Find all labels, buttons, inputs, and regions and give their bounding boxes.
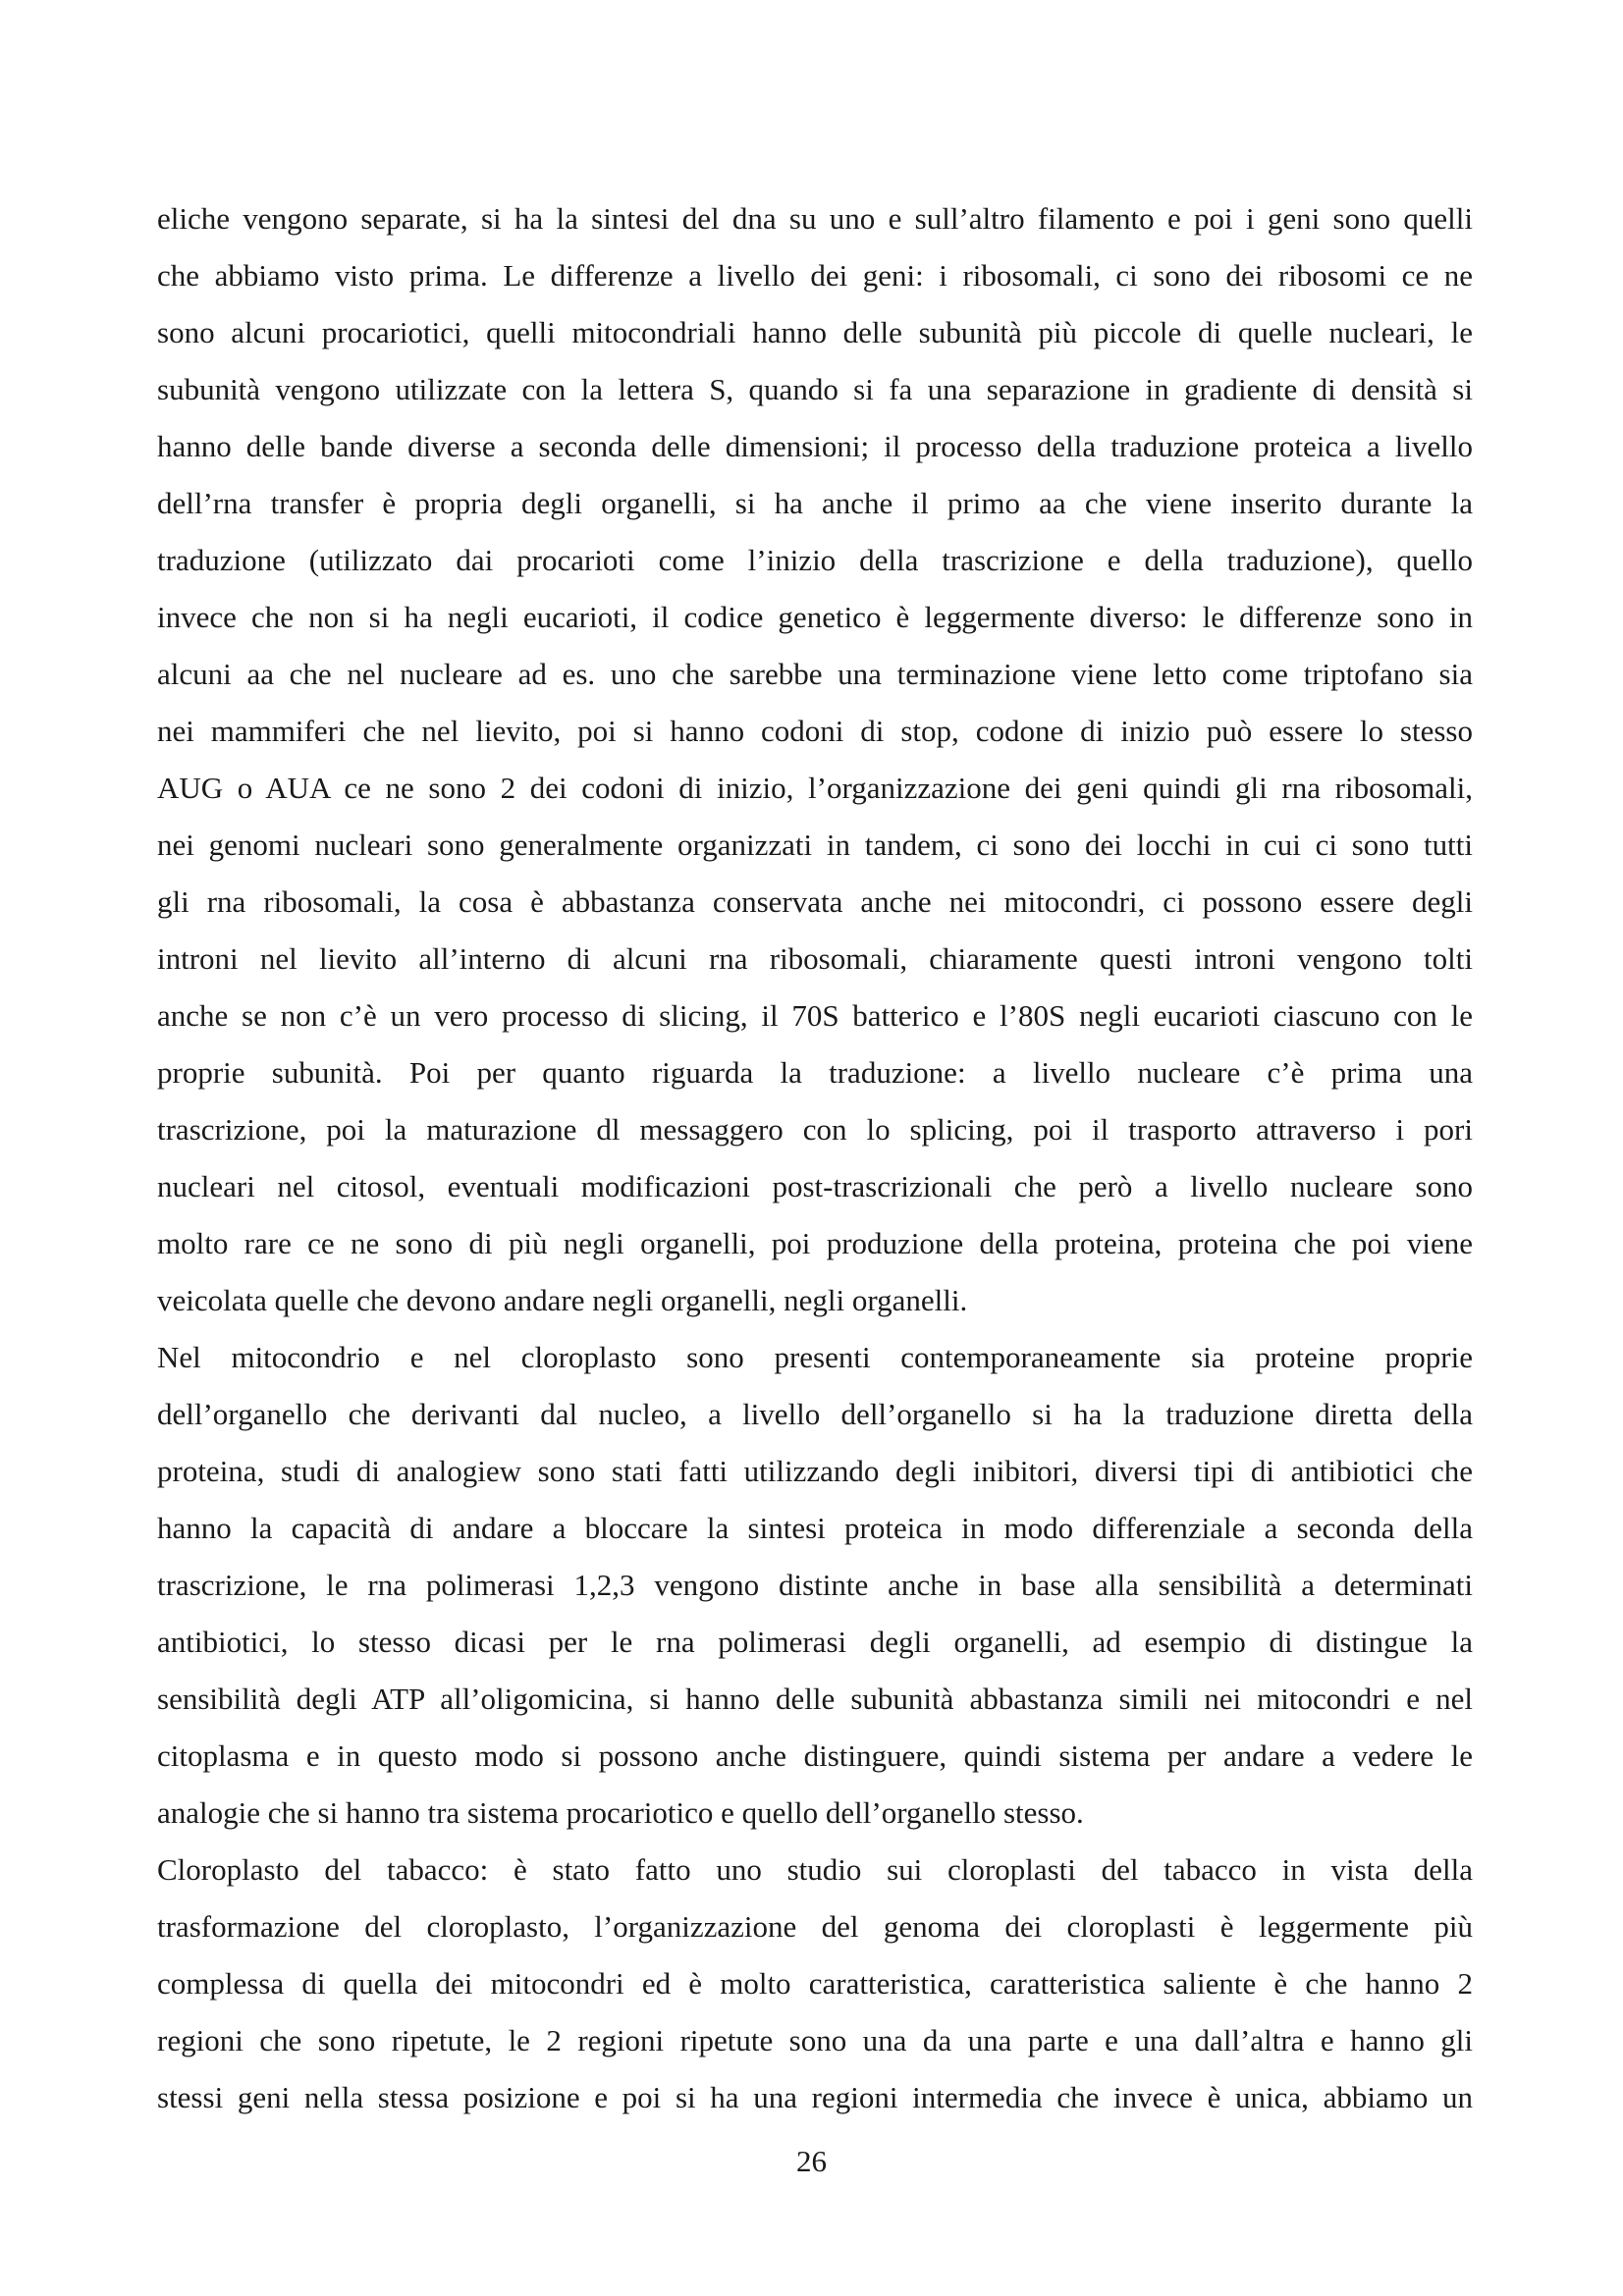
text-line-18: nucleari nel citosol, eventuali modificazioni post-trascrizionali che però a livello nucleare sono bbox=[157, 1169, 1473, 1203]
text-line-13: gli rna ribosomali, la cosa è abbastanza conservata anche nei mitocondri, ci possono essere degli bbox=[157, 884, 1473, 919]
text-line-28: citoplasma e in questo modo si possono anche distinguere, quindi sistema per andare a vedere le bbox=[157, 1738, 1473, 1773]
text-line-33: regioni che sono ripetute, le 2 regioni ripetute sono una da una parte e una dall’altra e hanno gli bbox=[157, 2023, 1473, 2057]
text-line-27: sensibilità degli ATP all’oligomicina, si hanno delle subunità abbastanza simili nei mitocondri e nel bbox=[157, 1682, 1473, 1716]
text-line-29: analogie che si hanno tra sistema procariotico e quello dell’organello stesso. bbox=[157, 1795, 1084, 1830]
text-line-19: molto rare ce ne sono di più negli organelli, poi produzione della proteina, proteina che poi viene bbox=[157, 1226, 1473, 1260]
text-line-31: trasformazione del cloroplasto, l’organizzazione del genoma dei cloroplasti è leggermente più bbox=[157, 1909, 1473, 1944]
text-line-24: hanno la capacità di andare a bloccare la sintesi proteica in modo differenziale a seconda della bbox=[157, 1511, 1473, 1545]
text-line-6: dell’rna transfer è propria degli organelli, si ha anche il primo aa che viene inserito durante la bbox=[157, 486, 1473, 520]
text-line-25: trascrizione, le rna polimerasi 1,2,3 vengono distinte anche in base alla sensibilità a determinati bbox=[157, 1568, 1473, 1602]
text-line-20: veicolata quelle che devono andare negli organelli, negli organelli. bbox=[157, 1283, 968, 1317]
text-line-11: AUG o AUA ce ne sono 2 dei codoni di inizio, l’organizzazione dei geni quindi gli rna ribosomali, bbox=[157, 771, 1473, 805]
text-line-32: complessa di quella dei mitocondri ed è molto caratteristica, caratteristica saliente è che hanno 2 bbox=[157, 1966, 1473, 2001]
text-line-4: subunità vengono utilizzate con la lettera S, quando si fa una separazione in gradiente di densità si bbox=[157, 372, 1473, 406]
text-line-16: proprie subunità. Poi per quanto riguarda la traduzione: a livello nucleare c’è prima una bbox=[157, 1055, 1473, 1090]
text-line-12: nei genomi nucleari sono generalmente organizzati in tandem, ci sono dei locchi in cui ci sono tutti bbox=[157, 828, 1473, 862]
text-line-17: trascrizione, poi la maturazione dl messaggero con lo splicing, poi il trasporto attraverso i pori bbox=[157, 1112, 1473, 1147]
text-line-34: stessi geni nella stessa posizione e poi si ha una regioni intermedia che invece è unica, abbiamo un bbox=[157, 2080, 1473, 2114]
body-text bbox=[157, 190, 1473, 2126]
text-line-1: eliche vengono separate, si ha la sintesi del dna su uno e sull’altro filamento e poi i geni sono quelli bbox=[157, 201, 1473, 236]
text-line-22: dell’organello che derivanti dal nucleo, a livello dell’organello si ha la traduzione diretta della bbox=[157, 1397, 1473, 1431]
text-line-21: Nel mitocondrio e nel cloroplasto sono presenti contemporaneamente sia proteine proprie bbox=[157, 1340, 1473, 1374]
text-line-9: alcuni aa che nel nucleare ad es. uno che sarebbe una terminazione viene letto come triptofano sia bbox=[157, 657, 1473, 691]
text-line-30: Cloroplasto del tabacco: è stato fatto uno studio sui cloroplasti del tabacco in vista della bbox=[157, 1852, 1473, 1887]
text-line-5: hanno delle bande diverse a seconda delle dimensioni; il processo della traduzione proteica a livello bbox=[157, 429, 1473, 463]
text-line-26: antibiotici, lo stesso dicasi per le rna polimerasi degli organelli, ad esempio di distingue la bbox=[157, 1625, 1473, 1659]
text-line-14: introni nel lievito all’interno di alcuni rna ribosomali, chiaramente questi introni vengono tolti bbox=[157, 941, 1473, 976]
text-line-15: anche se non c’è un vero processo di slicing, il 70S batterico e l’80S negli eucarioti ciascuno con le bbox=[157, 998, 1473, 1033]
text-line-23: proteina, studi di analogiew sono stati fatti utilizzando degli inibitori, diversi tipi di antibiotici che bbox=[157, 1454, 1473, 1488]
text-line-3: sono alcuni procariotici, quelli mitocondriali hanno delle subunità più piccole di quelle nucleari, le bbox=[157, 315, 1473, 349]
text-line-7: traduzione (utilizzato dai procarioti come l’inizio della trascrizione e della traduzione), quello bbox=[157, 543, 1473, 577]
text-line-2: che abbiamo visto prima. Le differenze a livello dei geni: i ribosomali, ci sono dei ribosomi ce ne bbox=[157, 258, 1473, 293]
text-line-10: nei mammiferi che nel lievito, poi si hanno codoni di stop, codone di inizio può essere lo stesso bbox=[157, 714, 1473, 748]
text-line-8: invece che non si ha negli eucarioti, il codice genetico è leggermente diverso: le differenze sono in bbox=[157, 600, 1473, 634]
page-number: 26 bbox=[796, 2144, 827, 2178]
